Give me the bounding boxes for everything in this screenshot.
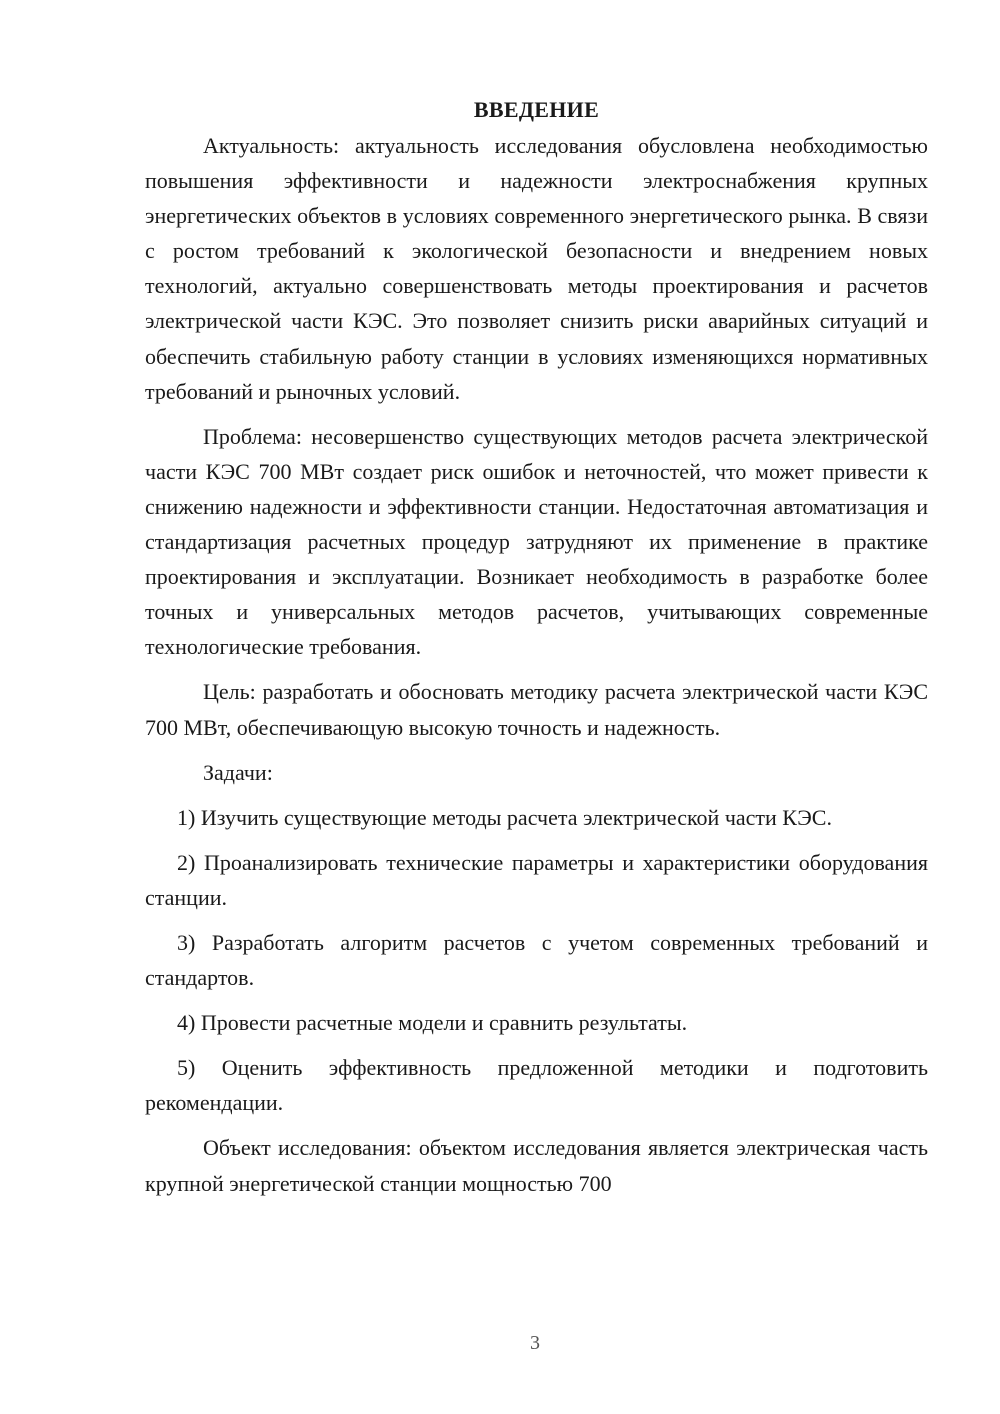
paragraph-relevance: Актуальность: актуальность исследования обусловлена необходимостью повышения эффективности и надежности электроснабжения крупных энергетических объектов в условиях современного энергетического рынка. В связи с ростом требований к экологической безопасности и внедрением новых технологий, актуально совершенствовать методы проектирования и расчетов электрической части КЭС. Это позволяет снизить риски аварийных ситуаций и обеспечить стабильную работу станции в условиях изменяющихся нормативных требований и рыночных условий. <box>145 133 928 404</box>
task-item-5: 5) Оценить эффективность предложенной методики и подготовить рекомендации. <box>145 1055 928 1116</box>
task-item-1: 1) Изучить существующие методы расчета электрической части КЭС. <box>177 804 832 830</box>
task-item-3: 3) Разработать алгоритм расчетов с учетом современных требований и стандартов. <box>145 929 928 991</box>
tasks-label: Задачи: <box>203 759 273 785</box>
paragraph-object: Объект исследования: объектом исследования является электрическая часть крупной энергетической станции мощностью 700 <box>145 1135 928 1196</box>
task-item-4: 4) Провести расчетные модели и сравнить результаты. <box>177 1010 688 1036</box>
task-item-2: 2) Проанализировать технические параметры и характеристики оборудования станции. <box>145 849 928 910</box>
paragraph-problem: Проблема: несовершенство существующих методов расчета электрической части КЭС 700 МВт создает риск ошибок и неточностей, что может привести к снижению надежности и эффективности станции. Недостаточная автоматизация и стандартизация расчетных процедур затрудняют их применение в практике проектирования и эксплуатации. Возникает необходимость в разработке более точных и универсальных методов расчетов, учитывающих современные технологические требования. <box>145 423 928 660</box>
document-page <box>145 92 928 1201</box>
section-heading: ВВЕДЕНИЕ <box>473 97 600 122</box>
paragraph-goal: Цель: разработать и обосновать методику расчета электрической части КЭС 700 МВт, обеспечивающую высокую точность и надежность. <box>145 679 928 740</box>
page-number: 3 <box>530 1332 540 1354</box>
